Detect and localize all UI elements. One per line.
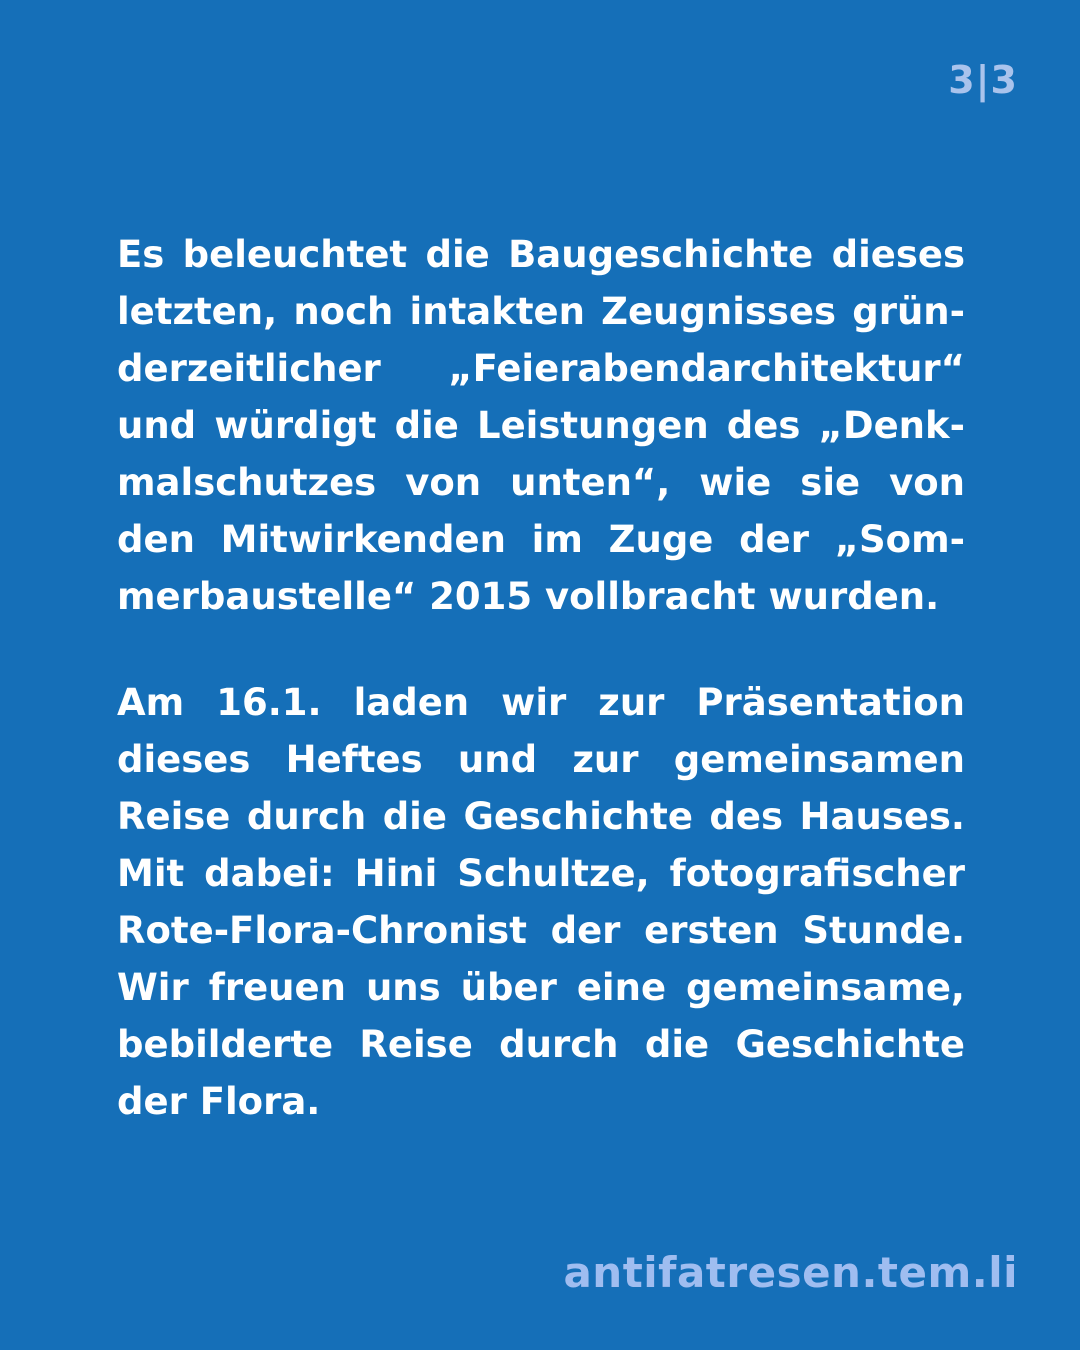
paragraph-line: Es beleuchtet die Baugeschichte dieses <box>117 233 965 276</box>
paragraph-2 <box>117 674 965 1130</box>
website-link[interactable]: antifatresen.tem.li <box>563 1248 1018 1297</box>
page-indicator: 3|3 <box>948 58 1018 102</box>
paragraph-line: derzeitlicher „Feierabendarchitektur“ <box>117 347 965 390</box>
paragraph-line: Mit dabei: Hini Schultze, fotografischer <box>117 852 965 895</box>
paragraph-line: und würdigt die Leistungen des „Denk- <box>117 404 965 447</box>
paragraph-1 <box>117 226 965 625</box>
paragraph-line: Wir freuen uns über eine gemeinsame, <box>117 966 965 1009</box>
paragraph-line: dieses Heftes und zur gemeinsamen <box>117 738 965 781</box>
paragraph-line: Rote-Flora-Chronist der ersten Stunde. <box>117 909 965 952</box>
paragraph-line: der Flora. <box>117 1080 321 1123</box>
paragraph-line: den Mitwirkenden im Zuge der „Som- <box>117 518 965 561</box>
paragraph-line: merbaustelle“ 2015 vollbracht wurden. <box>117 575 940 618</box>
paragraph-line: malschutzes von unten“, wie sie von <box>117 461 965 504</box>
paragraph-line: Am 16.1. laden wir zur Präsentation <box>117 681 965 724</box>
paragraph-line: letzten, noch intakten Zeugnisses grün- <box>117 290 965 333</box>
paragraph-line: Reise durch die Geschichte des Hauses. <box>117 795 965 838</box>
paragraph-line: bebilderte Reise durch die Geschichte <box>117 1023 965 1066</box>
